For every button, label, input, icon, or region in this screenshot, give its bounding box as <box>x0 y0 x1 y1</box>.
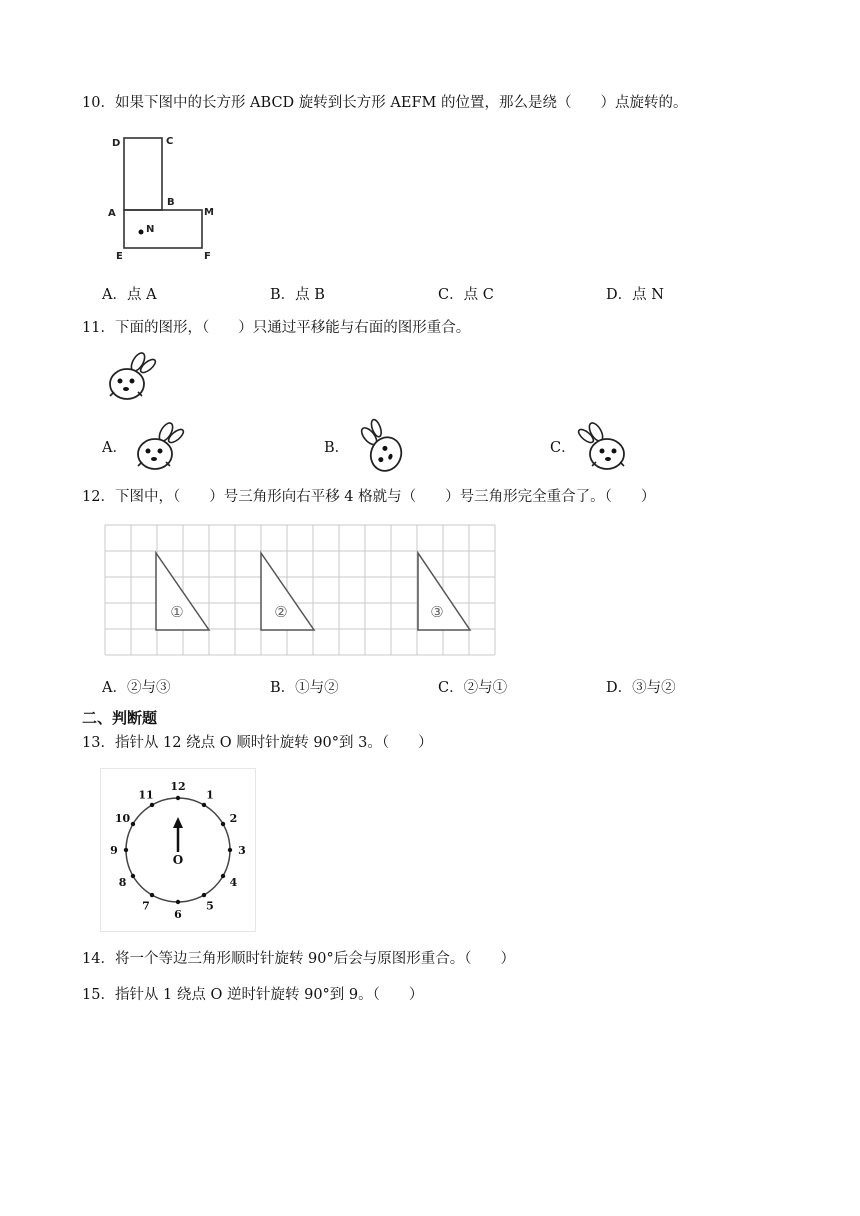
clock-number: 7 <box>142 899 150 913</box>
question-15-text: 15．指针从 1 绕点 O 逆时针旋转 90°到 9。（ ） <box>82 987 424 1003</box>
clock-tick-dot <box>202 893 206 897</box>
label-f: F <box>204 251 211 262</box>
clock-number: 12 <box>170 780 186 793</box>
clock-number: 5 <box>206 899 214 913</box>
triangle-grid-figure <box>104 524 496 658</box>
label-c: C <box>166 136 174 147</box>
label-b: B <box>167 197 175 208</box>
clock-tick-dot <box>202 803 206 807</box>
clock-number: 10 <box>114 812 131 825</box>
q10-option-b[interactable]: B．点 B <box>270 287 325 303</box>
q12-option-d[interactable]: D．③与② <box>606 680 676 696</box>
question-14-text: 14．将一个等边三角形顺时针旋转 90°后会与原图形重合。（ ） <box>82 951 516 967</box>
question-10-text: 10．如果下图中的长方形 ABCD 旋转到长方形 AEFM 的位置，那么是绕（ ）点旋转的。 <box>82 95 688 111</box>
clock-figure <box>100 768 256 932</box>
triangle-label-2: ② <box>274 603 288 621</box>
label-d: D <box>112 138 121 149</box>
label-e: E <box>116 251 123 262</box>
q11-option-a[interactable]: A． <box>102 440 127 456</box>
clock-tick-dot <box>131 822 135 826</box>
bunny-option-b-rotated-icon[interactable] <box>356 420 412 472</box>
section-heading: 二、判断题 <box>82 709 158 727</box>
clock-number: 2 <box>229 812 238 825</box>
triangle-label-3: ③ <box>430 603 444 621</box>
clock-tick-dot <box>221 874 225 878</box>
q10-option-c[interactable]: C．点 C <box>438 287 494 303</box>
clock-tick-dot <box>150 803 154 807</box>
label-a: A <box>108 208 116 219</box>
clock-number: 8 <box>118 876 127 889</box>
q10-option-d[interactable]: D．点 N <box>606 287 664 303</box>
bunny-option-a-icon[interactable] <box>132 422 188 474</box>
q10-option-a[interactable]: A．点 A <box>102 287 157 303</box>
clock-number: 3 <box>238 844 246 857</box>
q12-option-c[interactable]: C．②与① <box>438 680 508 696</box>
q11-option-b[interactable]: B． <box>324 440 350 456</box>
clock-tick-dot <box>150 893 154 897</box>
triangle-label-1: ① <box>170 603 184 621</box>
bunny-reference-icon <box>104 352 160 404</box>
q12-option-b[interactable]: B．①与② <box>270 680 339 696</box>
clock-number: 9 <box>110 844 118 857</box>
clock-tick-dot <box>228 848 232 852</box>
clock-tick-dot <box>124 848 128 852</box>
clock-tick-dot <box>131 874 135 878</box>
clock-tick-dot <box>221 822 225 826</box>
label-n: N <box>146 224 155 235</box>
clock-tick-dot <box>176 796 180 800</box>
question-11-text: 11．下面的图形，（ ）只通过平移能与右面的图形重合。 <box>82 320 471 336</box>
label-m: M <box>204 207 214 218</box>
clock-number: 4 <box>229 876 238 889</box>
bunny-option-c-mirrored-icon[interactable] <box>580 422 636 474</box>
question-13-text: 13．指针从 12 绕点 O 顺时针旋转 90°到 3。（ ） <box>82 735 433 751</box>
clock-number: 6 <box>174 908 182 921</box>
q12-option-a[interactable]: A．②与③ <box>102 680 171 696</box>
clock-number: 1 <box>206 788 214 802</box>
clock-tick-dot <box>176 900 180 904</box>
q11-option-c[interactable]: C． <box>550 440 576 456</box>
clock-center-label: O <box>172 853 184 867</box>
clock-number: 11 <box>138 788 154 802</box>
rectangle-rotation-figure <box>104 128 224 263</box>
question-12-text: 12．下图中，（ ）号三角形向右平移 4 格就与（ ）号三角形完全重合了。（ ） <box>82 489 656 505</box>
